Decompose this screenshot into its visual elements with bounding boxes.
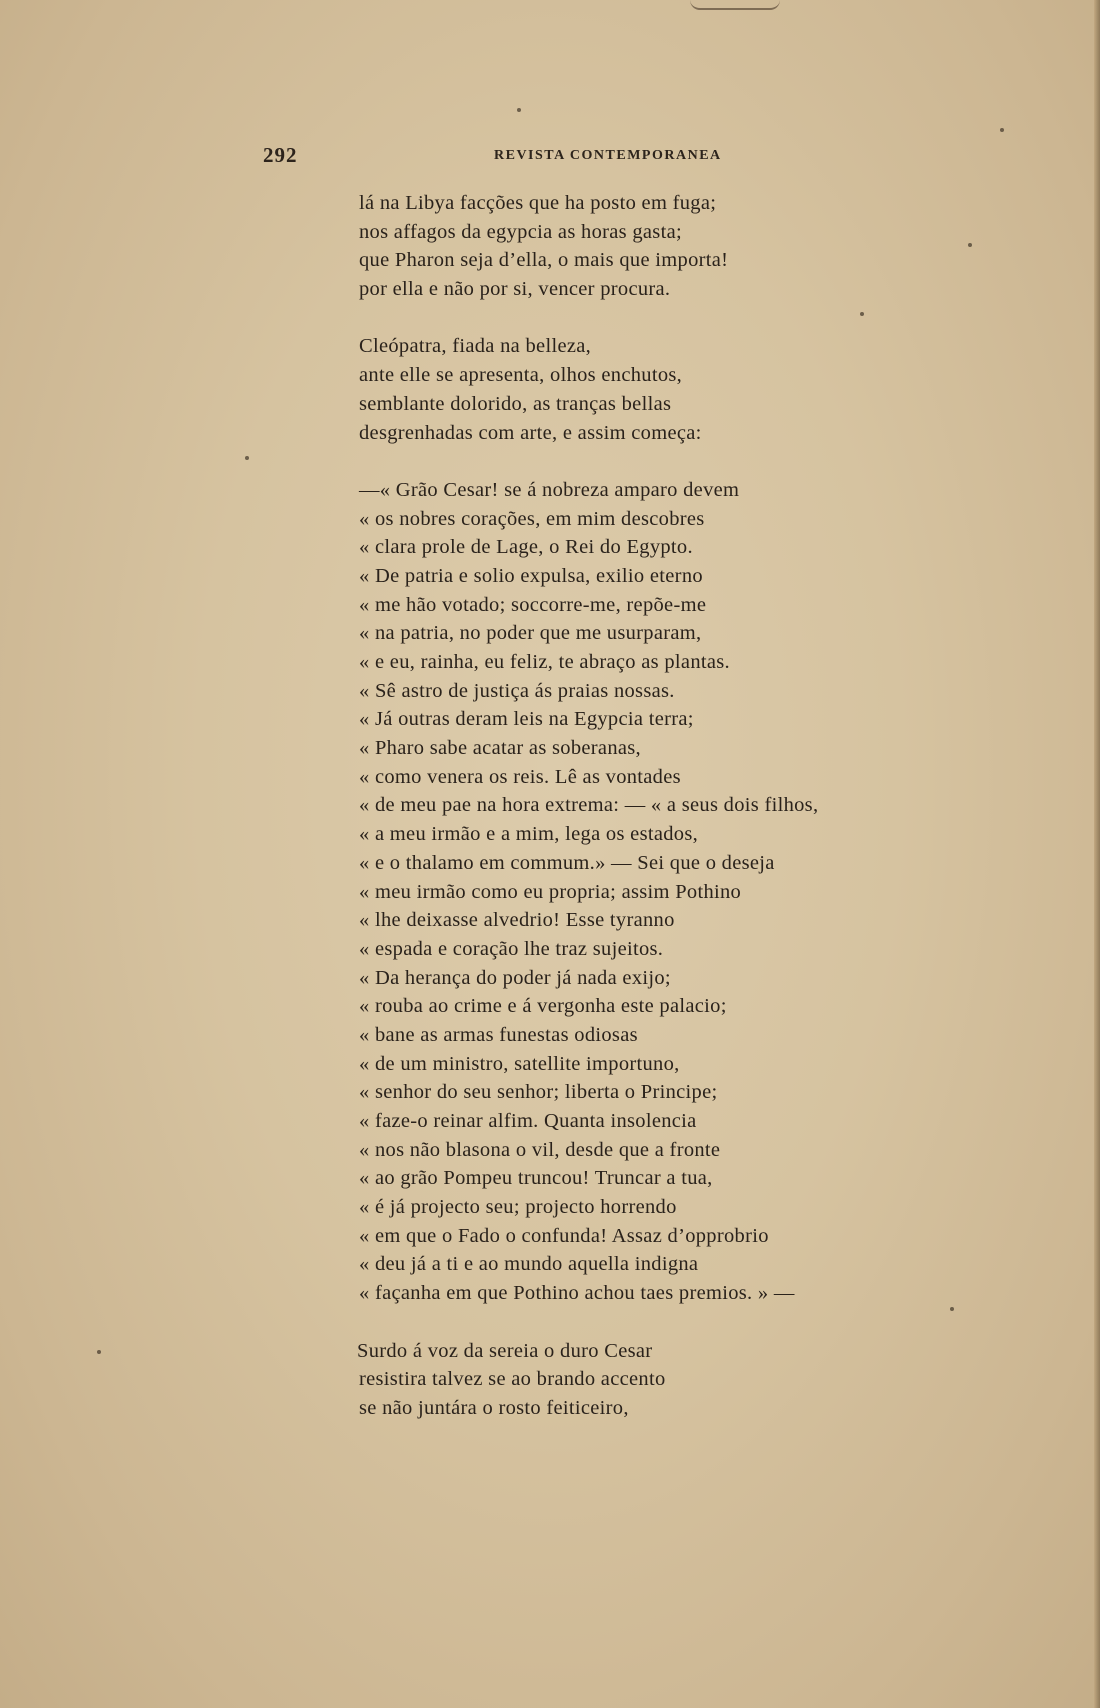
binding-mark xyxy=(690,0,780,10)
verse-line: resistira talvez se ao brando accento xyxy=(359,1368,666,1391)
verse-line: ante elle se apresenta, olhos enchutos, xyxy=(359,364,683,387)
foxing-spot xyxy=(968,243,972,247)
verse-line: « Da herança do poder já nada exijo; xyxy=(359,966,671,989)
verse-line: « Sê astro de justiça ás praias nossas. xyxy=(359,679,675,702)
verse-line: « meu irmão como eu propria; assim Pothino xyxy=(359,880,742,903)
stanza-break xyxy=(359,304,959,333)
verse-line: desgrenhadas com arte, e assim começa: xyxy=(359,421,702,444)
verse-line: « na patria, no poder que me usurparam, xyxy=(359,622,702,645)
verse-line: « deu já a ti e ao mundo aquella indigna xyxy=(359,1253,699,1276)
verse-line: « bane as armas funestas odiosas xyxy=(359,1023,638,1046)
verse-line: « Pharo sabe acatar as soberanas, xyxy=(359,737,641,760)
verse-line: « e eu, rainha, eu feliz, te abraço as plantas. xyxy=(359,651,730,673)
verse-line: « façanha em que Pothino achou taes premios. » — xyxy=(359,1282,795,1305)
stanza xyxy=(359,476,959,1308)
verse-line: « senhor do seu senhor; liberta o Principe; xyxy=(359,1081,718,1104)
verse-line: « de meu pae na hora extrema: — « a seus dois filhos, xyxy=(359,794,819,817)
verse-line: « espada e coração lhe traz sujeitos. xyxy=(359,937,664,960)
verse-line: —« Grão Cesar! se á nobreza amparo devem xyxy=(359,478,740,501)
verse-line: semblante dolorido, as tranças bellas xyxy=(359,392,672,415)
verse-line: Surdo á voz da sereia o duro Cesar xyxy=(357,1339,653,1362)
verse-line: « e o thalamo em commum.» — Sei que o deseja xyxy=(359,851,775,874)
verse-line: lá na Libya facções que ha posto em fuga; xyxy=(359,192,717,214)
verse-line: « De patria e solio expulsa, exilio eterno xyxy=(359,564,703,587)
stanza xyxy=(359,189,959,304)
page-number: 292 xyxy=(263,143,298,167)
stanza xyxy=(359,1337,959,1423)
verse-line: « nos não blasona o vil, desde que a fronte xyxy=(359,1138,721,1161)
foxing-spot xyxy=(1000,128,1004,132)
running-head: REVISTA CONTEMPORANEA xyxy=(494,148,722,163)
verse-line: « clara prole de Lage, o Rei do Egypto. xyxy=(359,536,693,559)
foxing-spot xyxy=(245,456,249,460)
stanza-break xyxy=(359,447,959,476)
stanza xyxy=(359,332,959,447)
stanza-break xyxy=(359,1308,959,1337)
verse-line: « lhe deixasse alvedrio! Esse tyranno xyxy=(359,909,675,932)
verse-line: Cleópatra, fiada na belleza, xyxy=(359,335,592,358)
verse-line: « em que o Fado o confunda! Assaz d’opprobrio xyxy=(359,1224,769,1247)
verse-line: « é já projecto seu; projecto horrendo xyxy=(359,1196,677,1219)
verse-line: « rouba ao crime e á vergonha este palacio; xyxy=(359,995,727,1018)
verse-line: « me hão votado; soccorre-me, repõe-me xyxy=(359,593,707,616)
verse-line: « Já outras deram leis na Egypcia terra; xyxy=(359,708,694,731)
poem-text xyxy=(359,189,959,1423)
page-header xyxy=(263,143,823,171)
verse-line: que Pharon seja d’ella, o mais que importa! xyxy=(359,249,729,272)
verse-line: « ao grão Pompeu truncou! Truncar a tua, xyxy=(359,1167,713,1190)
verse-line: « como venera os reis. Lê as vontades xyxy=(359,765,681,788)
verse-line: se não juntára o rosto feiticeiro, xyxy=(359,1396,629,1419)
verse-line: por ella e não por si, vencer procura. xyxy=(359,278,671,301)
page-edge xyxy=(1094,0,1100,1708)
foxing-spot xyxy=(97,1350,101,1354)
verse-line: « a meu irmão e a mim, lega os estados, xyxy=(359,823,699,846)
foxing-spot xyxy=(517,108,521,112)
verse-line: nos affagos da egypcia as horas gasta; xyxy=(359,220,682,243)
verse-line: « de um ministro, satellite importuno, xyxy=(359,1052,680,1075)
verse-line: « os nobres corações, em mim descobres xyxy=(359,507,705,530)
verse-line: « faze-o reinar alfim. Quanta insolencia xyxy=(359,1110,697,1132)
